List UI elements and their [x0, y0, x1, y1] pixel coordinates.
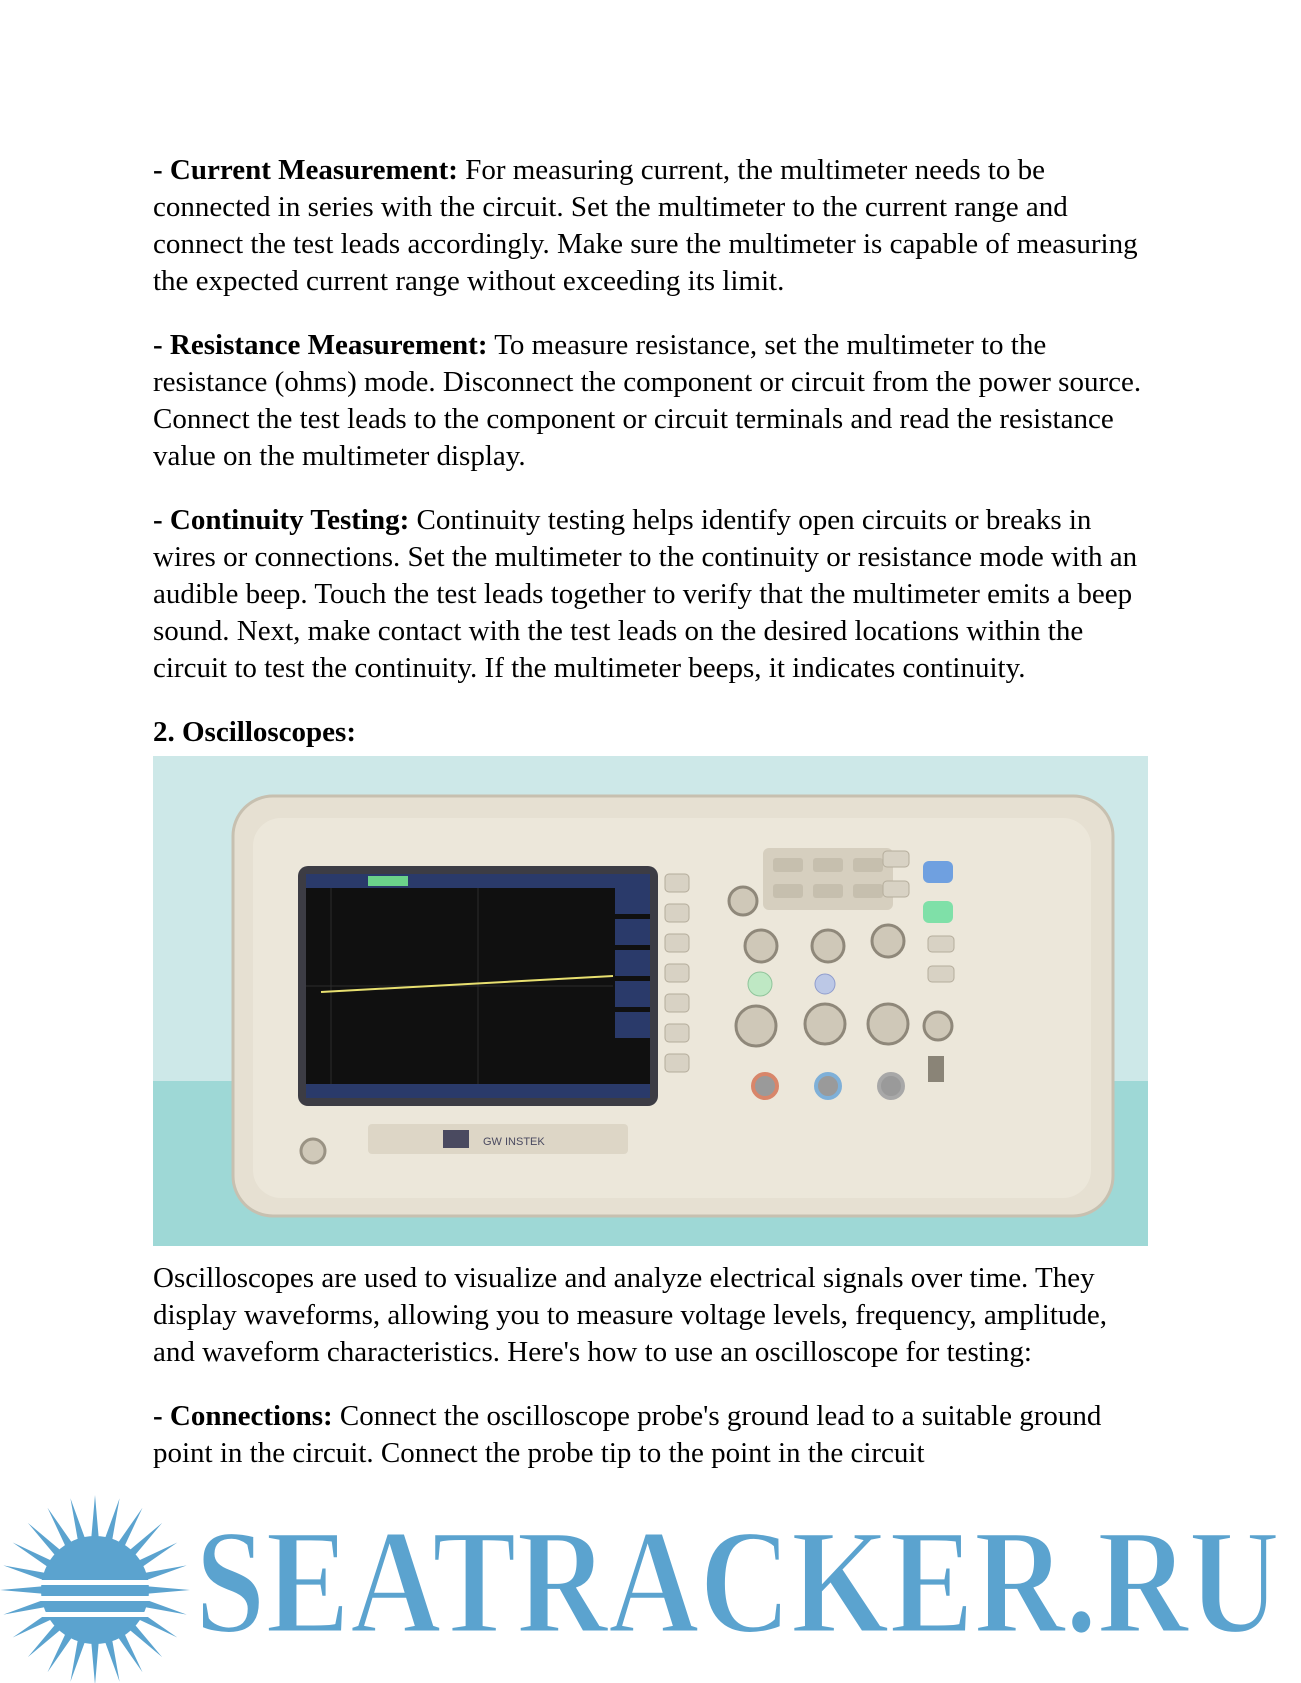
paragraph-text: For measuring current, the multimeter needs to be connected in series with the circuit. Set the multimeter to the current range and connect the test leads accordingly. Make sure the multimeter is capable of measuring the expected current range without exceeding its limit. [153, 154, 1138, 297]
oscilloscope-intro-paragraph: Oscilloscopes are used to visualize and analyze electrical signals over time. They display waveforms, allowing you to measure voltage levels, frequency, amplitude, and waveform characteristics. Here's how to use an oscilloscope for testing: [153, 1262, 1108, 1368]
watermark [0, 1480, 1301, 1683]
connections-paragraph [153, 1398, 1153, 1472]
continuity-testing-paragraph [153, 502, 1153, 687]
paragraph-text: To measure resistance, set the multimeter to the resistance (ohms) mode. Disconnect the component or circuit from the power source. Connect the test leads to the component or circuit terminals and read the resistance value on the multimeter display. [153, 329, 1142, 472]
paragraph-label: - Continuity Testing: [153, 504, 410, 536]
oscilloscope-photo-icon [153, 756, 1148, 1246]
paragraph-text: Connect the oscilloscope probe's ground lead to a suitable ground point in the circuit. Connect the probe tip to the point in the circuit [153, 1400, 1102, 1469]
resistance-measurement-paragraph [153, 327, 1153, 475]
oscilloscope-figure [153, 756, 1148, 1246]
sun-burst-logo-icon [0, 1495, 190, 1683]
watermark-text: SEATRACKER.RU [195, 1499, 1280, 1665]
current-measurement-paragraph [153, 152, 1153, 300]
paragraph-label: - Resistance Measurement: [153, 329, 488, 361]
paragraph-label: - Current Measurement: [153, 154, 458, 186]
section-heading: 2. Oscilloscopes: [153, 716, 356, 748]
page-content [153, 152, 1153, 1499]
paragraph-text: Continuity testing helps identify open circuits or breaks in wires or connections. Set the multimeter to the continuity or resistance mode with an audible beep. Touch the test leads together to verify that the multimeter emits a beep sound. Next, make contact with the test leads on the desired locations within the circuit to test the continuity. If the multimeter beeps, it indicates continuity. [153, 504, 1138, 684]
paragraph-label: - Connections: [153, 1400, 333, 1432]
brand-text: GW INSTEK [483, 1136, 545, 1148]
